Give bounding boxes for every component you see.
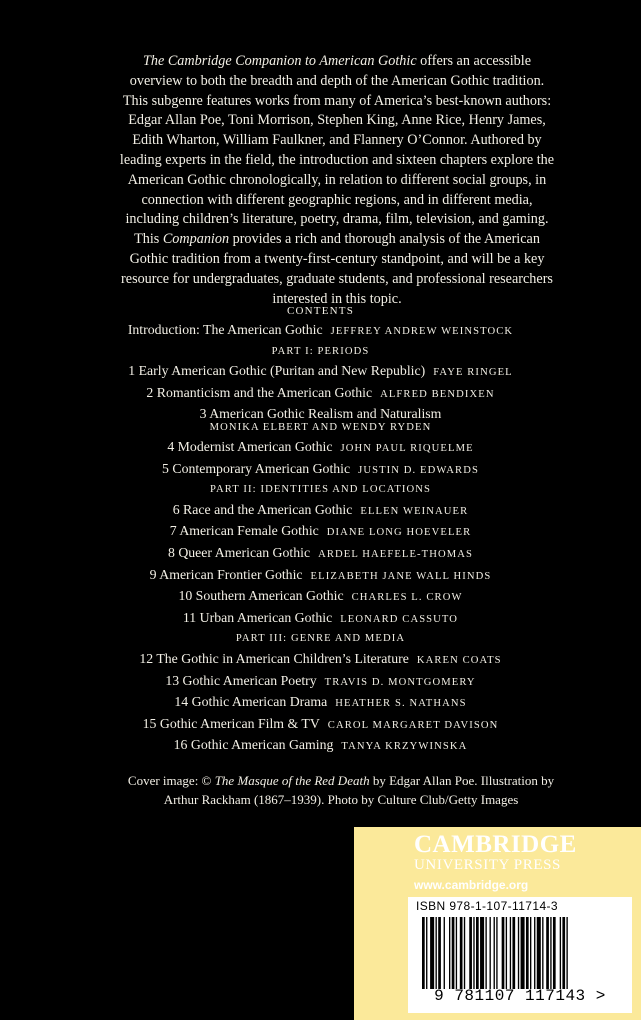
barcode-bar xyxy=(426,917,427,989)
contents-heading: CONTENTS xyxy=(286,305,355,317)
toc-entry xyxy=(0,565,641,587)
barcode-bar xyxy=(512,917,515,989)
barcode-bar xyxy=(526,917,529,989)
toc-entry-author: TRAVIS D. MONTGOMERY xyxy=(324,676,476,688)
toc-entry xyxy=(0,361,641,383)
toc-entry-author: ARDEL HAEFELE-THOMAS xyxy=(318,548,474,560)
barcode-bar xyxy=(480,917,484,989)
toc-entry-author: ALFRED BENDIXEN xyxy=(380,388,495,400)
publisher-logo-press: UNIVERSITY PRESS xyxy=(414,857,561,873)
barcode-bar xyxy=(444,917,445,989)
toc-entry-title: 14 Gothic American Drama xyxy=(174,694,328,710)
toc-entry xyxy=(0,608,641,630)
barcode-bar xyxy=(553,917,556,989)
toc-entry-author: KAREN COATS xyxy=(416,654,502,666)
toc-entry xyxy=(0,383,641,405)
toc-entry xyxy=(0,521,641,543)
toc-entry-title: 15 Gothic American Film & TV xyxy=(142,715,320,731)
barcode-bar xyxy=(473,917,474,989)
barcode-bar xyxy=(460,917,463,989)
toc-entry-author: LEONARD CASSUTO xyxy=(340,613,459,625)
toc-entry-title: 4 Modernist American Gothic xyxy=(167,438,333,454)
toc-entry xyxy=(0,714,641,736)
barcode-bar xyxy=(506,917,507,989)
barcode-bar xyxy=(449,917,450,989)
toc-entry-author: TANYA KRZYWINSKA xyxy=(341,741,468,753)
barcode-bar xyxy=(436,917,437,989)
barcode-box xyxy=(408,897,632,1013)
toc-entry-title: 1 Early American Gothic (Puritan and New Republic) xyxy=(128,363,426,379)
barcode-bar xyxy=(542,917,543,989)
barcode-bar xyxy=(510,917,511,989)
toc-part-heading: PART II: IDENTITIES AND LOCATIONS xyxy=(209,484,432,496)
publisher-url: www.cambridge.org xyxy=(414,878,529,892)
toc-entry-title: 11 Urban American Gothic xyxy=(182,609,333,625)
publisher-logo-name: CAMBRIDGE xyxy=(414,831,577,858)
barcode-bar xyxy=(560,917,561,989)
toc-entry-title: 12 The Gothic in American Children’s Literature xyxy=(139,650,409,666)
barcode-bar xyxy=(562,917,565,989)
toc-entry xyxy=(0,437,641,459)
book-title-italic: The Cambridge Companion to American Gothic xyxy=(143,53,417,69)
toc-entry-title: 9 American Frontier Gothic xyxy=(149,566,303,582)
blurb-text-part1: offers an accessible overview to both the breadth and depth of the American Gothic tradition. This subgenre features works from many of America’s best-known authors: Edgar Allan Poe, Toni Morrison, Stephen King, Anne Rice, Henry James, Edith Wharton, William Faulkner, and Flannery O’Connor. Authored by leading experts in the field, the introduction and sixteen chapters explore the American Gothic chronologically, in relation to different social groups, in connection with different geographic regions, and in different media, including children’s literature, poetry, drama, film, television, and gaming. This xyxy=(119,53,555,248)
toc-entry-title: Introduction: The American Gothic xyxy=(127,322,323,337)
toc-entry-title: 6 Race and the American Gothic xyxy=(172,501,353,517)
barcode-bar xyxy=(485,917,486,989)
barcode-digits: 9 781107 117143 > xyxy=(434,987,606,1005)
cover-credit xyxy=(120,771,562,809)
toc-entry-title: 10 Southern American Gothic xyxy=(178,588,344,604)
barcode-bar xyxy=(456,917,457,989)
toc-entry-title: 8 Queer American Gothic xyxy=(167,544,311,560)
barcode-icon xyxy=(422,917,622,989)
toc-entry-title: 3 American Gothic Realism and Naturalism xyxy=(199,406,442,422)
toc-entry xyxy=(0,459,641,481)
barcode-bar xyxy=(430,917,434,989)
toc-entry-author: JEFFREY ANDREW WEINSTOCK xyxy=(330,326,514,337)
barcode-bar xyxy=(566,917,567,989)
toc-entry-title: 16 Gothic American Gaming xyxy=(173,737,334,753)
toc-entry-author: FAYE RINGEL xyxy=(433,367,513,379)
toc-entry-author: CAROL MARGARET DAVISON xyxy=(327,719,499,731)
toc-entry-author: DIANE LONG HOEVELER xyxy=(326,527,472,539)
barcode-bar xyxy=(490,917,491,989)
toc-entry xyxy=(0,735,641,757)
toc-entry xyxy=(0,586,641,608)
toc-author-line: MONIKA ELBERT AND WENDY RYDEN xyxy=(209,421,432,433)
cover-work-title: The Masque of the Red Death xyxy=(214,773,370,788)
barcode-bar xyxy=(550,917,551,989)
companion-italic: Companion xyxy=(162,231,230,248)
toc-entry-author: JOHN PAUL RIQUELME xyxy=(340,442,474,454)
barcode-bar xyxy=(521,917,525,989)
toc-entry-author: CHARLES L. CROW xyxy=(351,592,463,604)
isbn-label: ISBN 978-1-107-11714-3 xyxy=(416,899,558,913)
toc-entry-title: 2 Romanticism and the American Gothic xyxy=(146,384,373,400)
toc-entry xyxy=(0,320,641,342)
barcode-bar xyxy=(452,917,455,989)
barcode-bar xyxy=(422,917,425,989)
toc-entry-title: 13 Gothic American Poetry xyxy=(165,672,317,688)
toc-entry xyxy=(0,649,641,671)
barcode-bar xyxy=(496,917,497,989)
barcode-bar xyxy=(464,917,465,989)
cover-credit-rest: by Edgar Allan Poe. Illustration by Arthur Rackham (1867–1939). Photo by Culture Club/Getty Images xyxy=(163,773,555,807)
toc-entry-author: ELLEN WEINAUER xyxy=(360,505,469,517)
barcode-bar xyxy=(537,917,541,989)
barcode-bar xyxy=(534,917,535,989)
toc-entry xyxy=(0,692,641,714)
toc-entry-author: HEATHER S. NATHANS xyxy=(335,698,467,710)
toc-entry-author: ELIZABETH JANE WALL HINDS xyxy=(310,570,492,582)
barcode-bar xyxy=(546,917,549,989)
toc-entry xyxy=(0,543,641,565)
barcode-bar xyxy=(469,917,472,989)
barcode-bar xyxy=(530,917,531,989)
toc-entry-title: 5 Contemporary American Gothic xyxy=(162,460,351,476)
toc-entry-title: 7 American Female Gothic xyxy=(169,523,319,539)
barcode-bar xyxy=(476,917,479,989)
back-cover-blurb xyxy=(118,52,556,309)
barcode-bar xyxy=(502,917,505,989)
cover-credit-prefix: Cover image: © xyxy=(127,773,215,788)
table-of-contents xyxy=(0,320,641,757)
barcode-bar xyxy=(438,917,441,989)
toc-entry xyxy=(0,500,641,522)
toc-entry xyxy=(0,671,641,693)
toc-entry-author: JUSTIN D. EDWARDS xyxy=(358,464,479,476)
barcode-bar xyxy=(494,917,495,989)
toc-part-heading: PART I: PERIODS xyxy=(271,345,370,357)
barcode-bar xyxy=(518,917,519,989)
blurb-text-part2: provides a rich and thorough analysis of the American Gothic tradition from a twenty-first-century standpoint, and will be a key resource for undergraduates, graduate students, and professional researchers interested in this topic. xyxy=(121,231,553,307)
publisher-panel xyxy=(354,827,641,1020)
toc-part-heading: PART III: GENRE AND MEDIA xyxy=(235,633,406,645)
